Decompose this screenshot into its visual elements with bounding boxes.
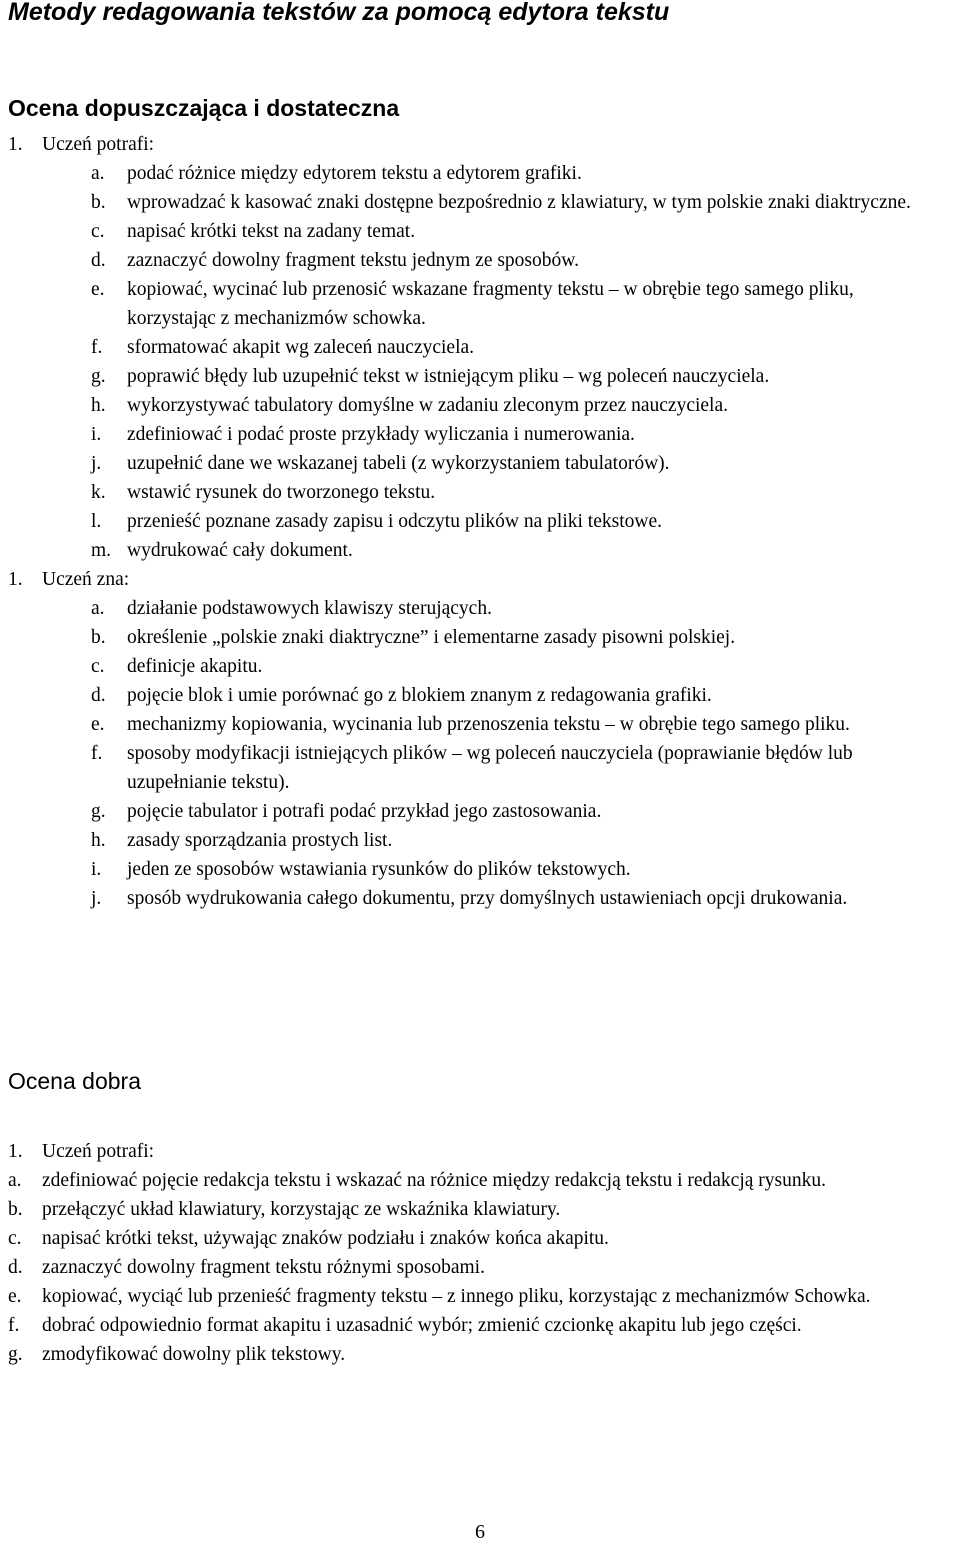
list-item-text: uzupełnić dane we wskazanej tabeli (z wykorzystaniem tabulatorów). — [127, 453, 670, 474]
list-item-text: kopiować, wycinać lub przenosić wskazane fragmenty tekstu – w obrębie tego samego pliku, korzystając z mechanizmów schowka. — [127, 279, 854, 329]
list-item-text: podać różnice między edytorem tekstu a edytorem grafiki. — [127, 163, 582, 184]
section-heading-dopuszczajaca: Ocena dopuszczająca i dostateczna — [8, 95, 400, 121]
list-item-text: działanie podstawowych klawiszy sterujących. — [127, 598, 492, 619]
list-item — [0, 710, 960, 739]
list-item-text: zdefiniować pojęcie redakcja tekstu i wskazać na różnice między redakcją tekstu i redakcją rysunku. — [42, 1170, 826, 1191]
list-marker: i. — [91, 859, 102, 880]
list-marker: f. — [8, 1315, 20, 1336]
list-item-text: zdefiniować i podać proste przykłady wyliczania i numerowania. — [127, 424, 635, 445]
list-item — [0, 1253, 960, 1282]
list-group-heading — [0, 565, 960, 594]
list-item-text: zmodyfikować dowolny plik tekstowy. — [42, 1344, 346, 1365]
list-marker: l. — [91, 511, 102, 532]
list-marker: g. — [8, 1344, 23, 1365]
requirements-list-good — [0, 1137, 960, 1369]
list-item-text: wstawić rysunek do tworzonego tekstu. — [127, 482, 436, 503]
list-item — [0, 739, 960, 797]
list-marker: d. — [91, 685, 106, 706]
list-item-text: pojęcie blok i umie porównać go z blokiem znanym z redagowania grafiki. — [127, 685, 712, 706]
list-marker: 1. — [8, 569, 23, 590]
list-item — [0, 1224, 960, 1253]
list-item — [0, 826, 960, 855]
list-item — [0, 1340, 960, 1369]
list-group-heading — [0, 1137, 960, 1166]
list-item — [0, 623, 960, 652]
list-marker: e. — [91, 279, 105, 300]
list-item — [0, 391, 960, 420]
list-item-text: napisać krótki tekst, używając znaków podziału i znaków końca akapitu. — [42, 1228, 609, 1249]
list-item — [0, 797, 960, 826]
list-item-text: przenieść poznane zasady zapisu i odczytu plików na pliki tekstowe. — [127, 511, 662, 532]
list-group-heading — [0, 130, 960, 159]
list-marker: d. — [8, 1257, 23, 1278]
list-marker: e. — [91, 714, 105, 735]
list-item-text: poprawić błędy lub uzupełnić tekst w istniejącym pliku – wg poleceń nauczyciela. — [127, 366, 770, 387]
list-item — [0, 159, 960, 188]
list-item — [0, 420, 960, 449]
list-item — [0, 884, 960, 913]
list-item-text: dobrać odpowiednio format akapitu i uzasadnić wybór; zmienić czcionkę akapitu lub jego części. — [42, 1315, 802, 1336]
section-heading-dobra: Ocena dobra — [8, 1068, 141, 1094]
list-item-text: Uczeń potrafi: — [42, 1141, 155, 1162]
list-item-text: wydrukować cały dokument. — [127, 540, 353, 561]
list-marker: m. — [91, 540, 112, 561]
list-item — [0, 449, 960, 478]
list-marker: k. — [91, 482, 106, 503]
list-item-text: Uczeń potrafi: — [42, 134, 155, 155]
list-item-text: zaznaczyć dowolny fragment tekstu różnymi sposobami. — [42, 1257, 485, 1278]
list-item-text: sposoby modyfikacji istniejących plików – wg poleceń nauczyciela (poprawianie błędów lub uzupełnianie tekstu). — [127, 743, 853, 793]
list-marker: b. — [91, 192, 106, 213]
list-item-text: sposób wydrukowania całego dokumentu, przy domyślnych ustawieniach opcji drukowania. — [127, 888, 848, 909]
list-marker: a. — [91, 163, 105, 184]
list-item — [0, 1166, 960, 1195]
list-item-text: zaznaczyć dowolny fragment tekstu jednym ze sposobów. — [127, 250, 579, 271]
list-marker: e. — [8, 1286, 22, 1307]
list-item — [0, 246, 960, 275]
list-marker: j. — [91, 453, 102, 474]
list-marker: a. — [91, 598, 105, 619]
page-number: 6 — [475, 1521, 485, 1543]
list-item-text: mechanizmy kopiowania, wycinania lub przenoszenia tekstu – w obrębie tego samego pliku. — [127, 714, 850, 735]
list-item — [0, 478, 960, 507]
list-item-text: definicje akapitu. — [127, 656, 263, 677]
list-marker: a. — [8, 1170, 22, 1191]
list-marker: 1. — [8, 134, 23, 155]
list-item — [0, 681, 960, 710]
list-marker: h. — [91, 395, 106, 416]
list-marker: j. — [91, 888, 102, 909]
requirements-list-basic — [0, 130, 960, 913]
list-item — [0, 594, 960, 623]
list-item-text: przełączyć układ klawiatury, korzystając ze wskaźnika klawiatury. — [42, 1199, 561, 1220]
list-marker: h. — [91, 830, 106, 851]
list-item-text: wprowadzać k kasować znaki dostępne bezpośrednio z klawiatury, w tym polskie znaki diaktryczne. — [127, 192, 911, 213]
document-title: Metody redagowania tekstów za pomocą edytora tekstu — [8, 0, 670, 26]
list-item — [0, 333, 960, 362]
list-item — [0, 652, 960, 681]
list-item — [0, 275, 960, 333]
list-marker: 1. — [8, 1141, 23, 1162]
list-item-text: pojęcie tabulator i potrafi podać przykład jego zastosowania. — [127, 801, 602, 822]
list-item-text: Uczeń zna: — [42, 569, 130, 590]
list-item-text: zasady sporządzania prostych list. — [127, 830, 393, 851]
list-marker: b. — [91, 627, 106, 648]
list-marker: f. — [91, 743, 103, 764]
list-marker: d. — [91, 250, 106, 271]
list-item — [0, 1311, 960, 1340]
list-marker: c. — [91, 656, 105, 677]
list-item-text: jeden ze sposobów wstawiania rysunków do plików tekstowych. — [127, 859, 631, 880]
list-item — [0, 507, 960, 536]
list-item-text: kopiować, wyciąć lub przenieść fragmenty tekstu – z innego pliku, korzystając z mechanizmów Schowka. — [42, 1286, 871, 1307]
list-marker: f. — [91, 337, 103, 358]
list-marker: g. — [91, 366, 106, 387]
list-item — [0, 188, 960, 217]
list-item-text: sformatować akapit wg zaleceń nauczyciela. — [127, 337, 475, 358]
list-item — [0, 362, 960, 391]
list-marker: c. — [91, 221, 105, 242]
list-item — [0, 855, 960, 884]
list-marker: c. — [8, 1228, 22, 1249]
list-item — [0, 1282, 960, 1311]
list-item-text: określenie „polskie znaki diaktryczne” i elementarne zasady pisowni polskiej. — [127, 627, 736, 648]
list-item-text: napisać krótki tekst na zadany temat. — [127, 221, 416, 242]
list-marker: g. — [91, 801, 106, 822]
list-item — [0, 536, 960, 565]
list-marker: b. — [8, 1199, 23, 1220]
list-item — [0, 217, 960, 246]
list-marker: i. — [91, 424, 102, 445]
list-item — [0, 1195, 960, 1224]
list-item-text: wykorzystywać tabulatory domyślne w zadaniu zleconym przez nauczyciela. — [127, 395, 729, 416]
